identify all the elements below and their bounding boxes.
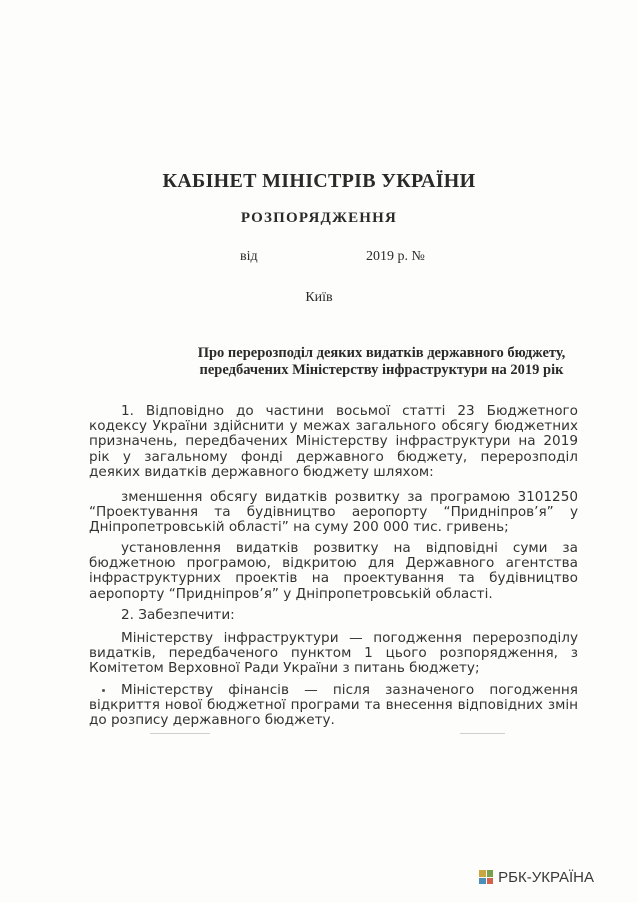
heading-line-2: передбачених Міністерству інфраструктури на 2019 рік <box>199 362 564 378</box>
document-title: КАБІНЕТ МІНІСТРІВ УКРАЇНИ <box>162 170 476 192</box>
paragraph-6: Міністерству фінансів — після зазначеного погодження відкриття нової бюджетної програми та внесення відповідних змін до розпису державного бюджету. <box>89 682 578 729</box>
paragraph-1: 1. Відповідно до частини восьмої статті 23 Бюджетного кодексу України здійснити у межах загального обсягу бюджетних призначень, передбачених Міністерству інфраструктури на 2019 рік у загальному фонді державного бюджету, перерозподіл деяких видатків державного бюджету шляхом: <box>89 403 578 480</box>
date-prefix: від <box>240 249 258 264</box>
logo-icon <box>479 870 493 884</box>
scan-artifact-line <box>460 733 505 734</box>
watermark-text: РБК-УКРАЇНА <box>498 868 594 886</box>
heading-line-1: Про перерозподіл деяких видатків державного бюджету, <box>197 345 566 361</box>
document-type: РОЗПОРЯДЖЕННЯ <box>240 210 398 226</box>
date-year-number: 2019 р. № <box>366 249 425 264</box>
paragraph-3: установлення видатків розвитку на відповідні суми за бюджетною програмою, відкритою для Державного агентства інфраструктурних проектів на проектування та будівництво аеропорту “Придніпров’я” у Дніпропетровській області. <box>89 540 578 602</box>
paragraph-5: Міністерству інфраструктури — погодження перерозподілу видатків, передбаченого пунктом 1 цього розпорядження, з Комітетом Верховної Ради України з питань бюджету; <box>89 630 578 677</box>
city: Київ <box>305 290 333 305</box>
scan-speck <box>102 689 105 692</box>
watermark-logo <box>479 867 594 887</box>
decree-heading <box>60 345 605 379</box>
paragraph-2: зменшення обсягу видатків розвитку за програмою 3101250 “Проектування та будівництво аеропорту “Придніпров’я” у Дніпропетровській області” на суму 200 000 тис. гривень; <box>89 489 578 536</box>
paragraph-4: 2. Забезпечити: <box>121 607 235 623</box>
scan-artifact-line <box>150 733 210 734</box>
